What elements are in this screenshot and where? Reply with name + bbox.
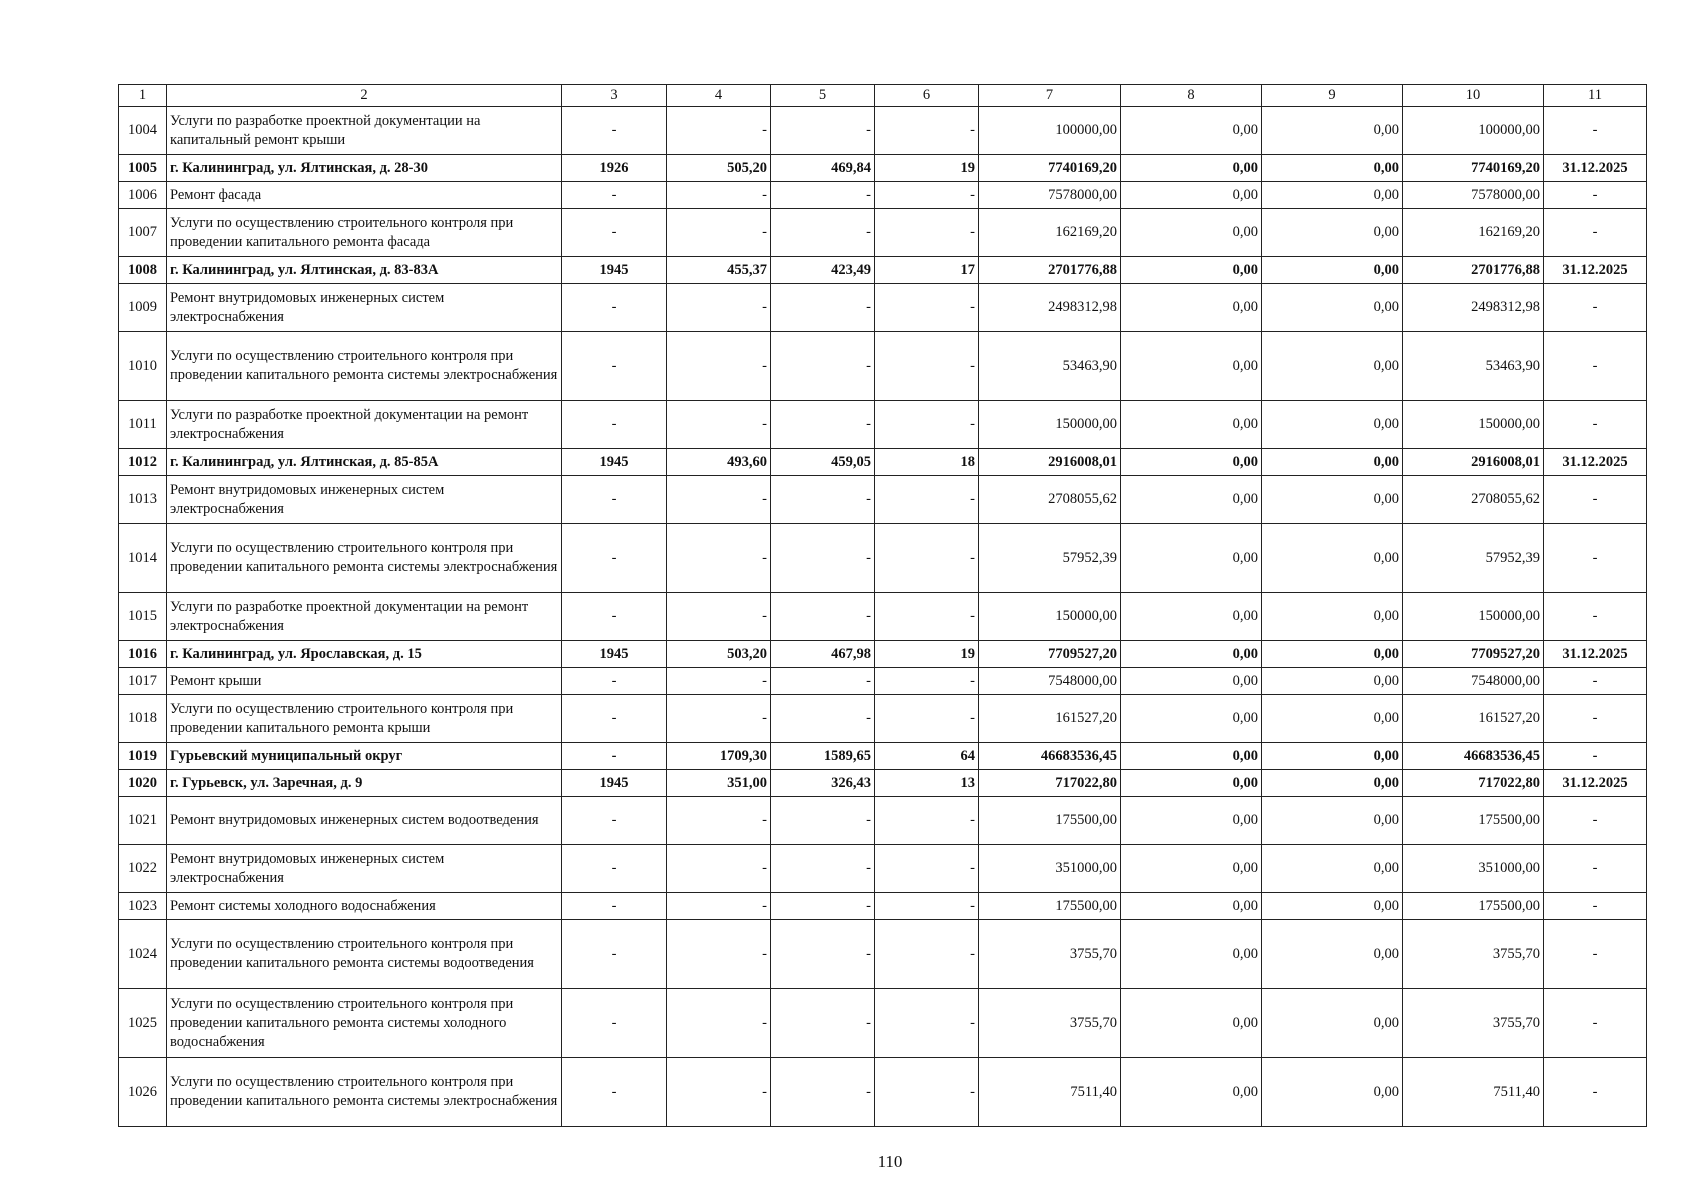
- year-cell: -: [562, 593, 667, 641]
- cost-fund-2-cell: 0,00: [1262, 920, 1403, 989]
- year-cell: -: [562, 797, 667, 845]
- completion-date-cell: -: [1544, 401, 1647, 449]
- row-number-cell: 1023: [119, 893, 167, 920]
- cost-fund-1-cell: 0,00: [1121, 449, 1262, 476]
- cost-fund-2-cell: 0,00: [1262, 332, 1403, 401]
- row-number-cell: 1012: [119, 449, 167, 476]
- table-row: [119, 524, 1647, 593]
- cost-total-cell: 7548000,00: [979, 668, 1121, 695]
- header-row: [119, 85, 1647, 107]
- area-total-cell: 1709,30: [667, 743, 771, 770]
- cost-fund-1-cell: 0,00: [1121, 770, 1262, 797]
- column-header-6: 6: [875, 85, 979, 107]
- completion-date-cell: -: [1544, 1058, 1647, 1127]
- area-total-cell: -: [667, 284, 771, 332]
- area-living-cell: -: [771, 989, 875, 1058]
- area-total-cell: -: [667, 695, 771, 743]
- year-cell: -: [562, 989, 667, 1058]
- year-cell: 1945: [562, 449, 667, 476]
- table-row: [119, 845, 1647, 893]
- table-row: [119, 893, 1647, 920]
- year-cell: -: [562, 182, 667, 209]
- completion-date-cell: 31.12.2025: [1544, 449, 1647, 476]
- row-number-cell: 1014: [119, 524, 167, 593]
- table-row: [119, 695, 1647, 743]
- cost-fund-1-cell: 0,00: [1121, 743, 1262, 770]
- cost-total-cell: 175500,00: [979, 893, 1121, 920]
- year-cell: -: [562, 695, 667, 743]
- area-living-cell: 423,49: [771, 257, 875, 284]
- item-name-cell: Услуги по разработке проектной документации на капитальный ремонт крыши: [167, 107, 562, 155]
- cost-owners-cell: 46683536,45: [1403, 743, 1544, 770]
- column-header-2: 2: [167, 85, 562, 107]
- area-total-cell: -: [667, 182, 771, 209]
- table-row: [119, 770, 1647, 797]
- area-living-cell: -: [771, 593, 875, 641]
- cost-fund-2-cell: 0,00: [1262, 476, 1403, 524]
- row-number-cell: 1021: [119, 797, 167, 845]
- cost-owners-cell: 3755,70: [1403, 989, 1544, 1058]
- table-row: [119, 182, 1647, 209]
- item-name-cell: Ремонт системы холодного водоснабжения: [167, 893, 562, 920]
- cost-fund-1-cell: 0,00: [1121, 797, 1262, 845]
- cost-owners-cell: 175500,00: [1403, 797, 1544, 845]
- cost-fund-1-cell: 0,00: [1121, 524, 1262, 593]
- residents-cell: 64: [875, 743, 979, 770]
- residents-cell: -: [875, 593, 979, 641]
- cost-total-cell: 7740169,20: [979, 155, 1121, 182]
- completion-date-cell: -: [1544, 107, 1647, 155]
- item-name-cell: Услуги по осуществлению строительного контроля при проведении капитального ремонта системы электроснабжения: [167, 1058, 562, 1127]
- cost-owners-cell: 2708055,62: [1403, 476, 1544, 524]
- area-living-cell: -: [771, 893, 875, 920]
- cost-fund-1-cell: 0,00: [1121, 401, 1262, 449]
- table-row: [119, 989, 1647, 1058]
- cost-fund-1-cell: 0,00: [1121, 155, 1262, 182]
- cost-owners-cell: 2498312,98: [1403, 284, 1544, 332]
- cost-total-cell: 351000,00: [979, 845, 1121, 893]
- budget-table: [118, 84, 1647, 1127]
- table-row: [119, 743, 1647, 770]
- cost-fund-2-cell: 0,00: [1262, 449, 1403, 476]
- residents-cell: -: [875, 209, 979, 257]
- cost-fund-1-cell: 0,00: [1121, 332, 1262, 401]
- area-total-cell: 493,60: [667, 449, 771, 476]
- cost-owners-cell: 7511,40: [1403, 1058, 1544, 1127]
- row-number-cell: 1026: [119, 1058, 167, 1127]
- residents-cell: -: [875, 476, 979, 524]
- item-name-cell: Гурьевский муниципальный округ: [167, 743, 562, 770]
- area-total-cell: -: [667, 524, 771, 593]
- area-living-cell: -: [771, 845, 875, 893]
- cost-fund-2-cell: 0,00: [1262, 695, 1403, 743]
- completion-date-cell: -: [1544, 893, 1647, 920]
- cost-owners-cell: 7578000,00: [1403, 182, 1544, 209]
- cost-fund-1-cell: 0,00: [1121, 695, 1262, 743]
- cost-total-cell: 3755,70: [979, 920, 1121, 989]
- area-living-cell: -: [771, 668, 875, 695]
- area-total-cell: -: [667, 668, 771, 695]
- cost-fund-2-cell: 0,00: [1262, 284, 1403, 332]
- table-row: [119, 257, 1647, 284]
- row-number-cell: 1008: [119, 257, 167, 284]
- table-row: [119, 449, 1647, 476]
- area-living-cell: -: [771, 332, 875, 401]
- area-total-cell: -: [667, 1058, 771, 1127]
- table-row: [119, 209, 1647, 257]
- residents-cell: -: [875, 524, 979, 593]
- item-name-cell: г. Калининград, ул. Ялтинская, д. 28-30: [167, 155, 562, 182]
- completion-date-cell: 31.12.2025: [1544, 155, 1647, 182]
- column-header-1: 1: [119, 85, 167, 107]
- completion-date-cell: -: [1544, 476, 1647, 524]
- year-cell: 1945: [562, 257, 667, 284]
- completion-date-cell: -: [1544, 695, 1647, 743]
- residents-cell: -: [875, 284, 979, 332]
- cost-owners-cell: 351000,00: [1403, 845, 1544, 893]
- cost-total-cell: 161527,20: [979, 695, 1121, 743]
- row-number-cell: 1010: [119, 332, 167, 401]
- area-total-cell: -: [667, 593, 771, 641]
- cost-total-cell: 150000,00: [979, 401, 1121, 449]
- completion-date-cell: -: [1544, 593, 1647, 641]
- completion-date-cell: -: [1544, 989, 1647, 1058]
- item-name-cell: Услуги по осуществлению строительного контроля при проведении капитального ремонта фасада: [167, 209, 562, 257]
- cost-fund-1-cell: 0,00: [1121, 257, 1262, 284]
- cost-total-cell: 162169,20: [979, 209, 1121, 257]
- area-living-cell: -: [771, 182, 875, 209]
- cost-total-cell: 7511,40: [979, 1058, 1121, 1127]
- area-total-cell: -: [667, 332, 771, 401]
- cost-owners-cell: 7548000,00: [1403, 668, 1544, 695]
- residents-cell: -: [875, 920, 979, 989]
- cost-owners-cell: 57952,39: [1403, 524, 1544, 593]
- cost-fund-1-cell: 0,00: [1121, 593, 1262, 641]
- item-name-cell: Услуги по осуществлению строительного контроля при проведении капитального ремонта системы водоотведения: [167, 920, 562, 989]
- row-number-cell: 1024: [119, 920, 167, 989]
- cost-total-cell: 2701776,88: [979, 257, 1121, 284]
- residents-cell: -: [875, 668, 979, 695]
- table-row: [119, 641, 1647, 668]
- item-name-cell: Услуги по осуществлению строительного контроля при проведении капитального ремонта системы электроснабжения: [167, 332, 562, 401]
- area-living-cell: -: [771, 797, 875, 845]
- cost-owners-cell: 2701776,88: [1403, 257, 1544, 284]
- cost-fund-2-cell: 0,00: [1262, 401, 1403, 449]
- completion-date-cell: -: [1544, 182, 1647, 209]
- completion-date-cell: 31.12.2025: [1544, 641, 1647, 668]
- column-header-3: 3: [562, 85, 667, 107]
- year-cell: -: [562, 284, 667, 332]
- cost-fund-2-cell: 0,00: [1262, 107, 1403, 155]
- area-living-cell: -: [771, 401, 875, 449]
- column-header-8: 8: [1121, 85, 1262, 107]
- table-row: [119, 1058, 1647, 1127]
- residents-cell: -: [875, 401, 979, 449]
- area-total-cell: -: [667, 893, 771, 920]
- area-living-cell: -: [771, 1058, 875, 1127]
- cost-fund-1-cell: 0,00: [1121, 209, 1262, 257]
- completion-date-cell: -: [1544, 284, 1647, 332]
- cost-fund-1-cell: 0,00: [1121, 284, 1262, 332]
- residents-cell: -: [875, 1058, 979, 1127]
- residents-cell: -: [875, 695, 979, 743]
- table-row: [119, 668, 1647, 695]
- area-total-cell: -: [667, 107, 771, 155]
- area-living-cell: -: [771, 107, 875, 155]
- area-total-cell: -: [667, 797, 771, 845]
- column-header-11: 11: [1544, 85, 1647, 107]
- cost-fund-2-cell: 0,00: [1262, 155, 1403, 182]
- area-total-cell: 351,00: [667, 770, 771, 797]
- year-cell: -: [562, 332, 667, 401]
- cost-total-cell: 2916008,01: [979, 449, 1121, 476]
- table-row: [119, 401, 1647, 449]
- year-cell: -: [562, 401, 667, 449]
- year-cell: -: [562, 209, 667, 257]
- item-name-cell: Ремонт крыши: [167, 668, 562, 695]
- cost-fund-1-cell: 0,00: [1121, 641, 1262, 668]
- cost-owners-cell: 717022,80: [1403, 770, 1544, 797]
- column-header-5: 5: [771, 85, 875, 107]
- page-number: 110: [877, 1152, 903, 1171]
- cost-total-cell: 3755,70: [979, 989, 1121, 1058]
- cost-fund-1-cell: 0,00: [1121, 845, 1262, 893]
- cost-owners-cell: 150000,00: [1403, 401, 1544, 449]
- cost-owners-cell: 100000,00: [1403, 107, 1544, 155]
- cost-owners-cell: 150000,00: [1403, 593, 1544, 641]
- cost-total-cell: 175500,00: [979, 797, 1121, 845]
- cost-total-cell: 7578000,00: [979, 182, 1121, 209]
- area-living-cell: -: [771, 695, 875, 743]
- item-name-cell: Ремонт внутридомовых инженерных систем электроснабжения: [167, 284, 562, 332]
- year-cell: -: [562, 524, 667, 593]
- area-living-cell: -: [771, 524, 875, 593]
- cost-total-cell: 2708055,62: [979, 476, 1121, 524]
- table-row: [119, 476, 1647, 524]
- residents-cell: 17: [875, 257, 979, 284]
- year-cell: -: [562, 1058, 667, 1127]
- row-number-cell: 1011: [119, 401, 167, 449]
- cost-fund-2-cell: 0,00: [1262, 770, 1403, 797]
- cost-fund-2-cell: 0,00: [1262, 743, 1403, 770]
- cost-fund-2-cell: 0,00: [1262, 257, 1403, 284]
- cost-fund-1-cell: 0,00: [1121, 476, 1262, 524]
- year-cell: 1945: [562, 641, 667, 668]
- year-cell: 1926: [562, 155, 667, 182]
- residents-cell: 18: [875, 449, 979, 476]
- row-number-cell: 1013: [119, 476, 167, 524]
- year-cell: -: [562, 920, 667, 989]
- area-total-cell: -: [667, 209, 771, 257]
- cost-owners-cell: 162169,20: [1403, 209, 1544, 257]
- cost-total-cell: 717022,80: [979, 770, 1121, 797]
- area-living-cell: 467,98: [771, 641, 875, 668]
- row-number-cell: 1025: [119, 989, 167, 1058]
- column-header-10: 10: [1403, 85, 1544, 107]
- completion-date-cell: 31.12.2025: [1544, 257, 1647, 284]
- residents-cell: 19: [875, 641, 979, 668]
- cost-fund-1-cell: 0,00: [1121, 989, 1262, 1058]
- row-number-cell: 1020: [119, 770, 167, 797]
- table-row: [119, 920, 1647, 989]
- column-header-4: 4: [667, 85, 771, 107]
- residents-cell: -: [875, 797, 979, 845]
- area-living-cell: 1589,65: [771, 743, 875, 770]
- area-living-cell: -: [771, 476, 875, 524]
- item-name-cell: Ремонт внутридомовых инженерных систем электроснабжения: [167, 845, 562, 893]
- table-row: [119, 284, 1647, 332]
- item-name-cell: Ремонт внутридомовых инженерных систем электроснабжения: [167, 476, 562, 524]
- row-number-cell: 1019: [119, 743, 167, 770]
- cost-fund-2-cell: 0,00: [1262, 893, 1403, 920]
- area-living-cell: -: [771, 284, 875, 332]
- cost-owners-cell: 7709527,20: [1403, 641, 1544, 668]
- item-name-cell: Услуги по разработке проектной документации на ремонт электроснабжения: [167, 401, 562, 449]
- residents-cell: -: [875, 332, 979, 401]
- area-living-cell: 459,05: [771, 449, 875, 476]
- residents-cell: -: [875, 107, 979, 155]
- cost-owners-cell: 161527,20: [1403, 695, 1544, 743]
- cost-owners-cell: 53463,90: [1403, 332, 1544, 401]
- residents-cell: 13: [875, 770, 979, 797]
- row-number-cell: 1016: [119, 641, 167, 668]
- table-row: [119, 332, 1647, 401]
- row-number-cell: 1007: [119, 209, 167, 257]
- item-name-cell: Услуги по разработке проектной документации на ремонт электроснабжения: [167, 593, 562, 641]
- year-cell: -: [562, 476, 667, 524]
- cost-total-cell: 7709527,20: [979, 641, 1121, 668]
- cost-fund-2-cell: 0,00: [1262, 668, 1403, 695]
- year-cell: -: [562, 893, 667, 920]
- item-name-cell: Услуги по осуществлению строительного контроля при проведении капитального ремонта системы электроснабжения: [167, 524, 562, 593]
- residents-cell: -: [875, 845, 979, 893]
- item-name-cell: Ремонт фасада: [167, 182, 562, 209]
- table-row: [119, 593, 1647, 641]
- cost-fund-2-cell: 0,00: [1262, 989, 1403, 1058]
- item-name-cell: Ремонт внутридомовых инженерных систем водоотведения: [167, 797, 562, 845]
- area-total-cell: -: [667, 845, 771, 893]
- completion-date-cell: -: [1544, 332, 1647, 401]
- cost-fund-2-cell: 0,00: [1262, 1058, 1403, 1127]
- cost-fund-2-cell: 0,00: [1262, 182, 1403, 209]
- cost-fund-1-cell: 0,00: [1121, 107, 1262, 155]
- cost-owners-cell: 3755,70: [1403, 920, 1544, 989]
- cost-fund-1-cell: 0,00: [1121, 182, 1262, 209]
- row-number-cell: 1018: [119, 695, 167, 743]
- item-name-cell: г. Калининград, ул. Ялтинская, д. 85-85А: [167, 449, 562, 476]
- year-cell: 1945: [562, 770, 667, 797]
- completion-date-cell: 31.12.2025: [1544, 770, 1647, 797]
- row-number-cell: 1005: [119, 155, 167, 182]
- area-living-cell: 326,43: [771, 770, 875, 797]
- table-row: [119, 107, 1647, 155]
- table-body: [119, 107, 1647, 1127]
- area-total-cell: 503,20: [667, 641, 771, 668]
- year-cell: -: [562, 668, 667, 695]
- completion-date-cell: -: [1544, 797, 1647, 845]
- cost-fund-2-cell: 0,00: [1262, 797, 1403, 845]
- completion-date-cell: -: [1544, 524, 1647, 593]
- cost-fund-2-cell: 0,00: [1262, 845, 1403, 893]
- area-total-cell: -: [667, 989, 771, 1058]
- table-row: [119, 155, 1647, 182]
- item-name-cell: Услуги по осуществлению строительного контроля при проведении капитального ремонта крыши: [167, 695, 562, 743]
- row-number-cell: 1004: [119, 107, 167, 155]
- cost-owners-cell: 2916008,01: [1403, 449, 1544, 476]
- residents-cell: -: [875, 182, 979, 209]
- area-living-cell: -: [771, 920, 875, 989]
- item-name-cell: г. Калининград, ул. Ялтинская, д. 83-83А: [167, 257, 562, 284]
- item-name-cell: г. Гурьевск, ул. Заречная, д. 9: [167, 770, 562, 797]
- year-cell: -: [562, 845, 667, 893]
- year-cell: -: [562, 743, 667, 770]
- cost-fund-1-cell: 0,00: [1121, 1058, 1262, 1127]
- item-name-cell: г. Калининград, ул. Ярославская, д. 15: [167, 641, 562, 668]
- area-total-cell: -: [667, 476, 771, 524]
- area-living-cell: 469,84: [771, 155, 875, 182]
- cost-total-cell: 53463,90: [979, 332, 1121, 401]
- item-name-cell: Услуги по осуществлению строительного контроля при проведении капитального ремонта системы холодного водоснабжения: [167, 989, 562, 1058]
- cost-total-cell: 57952,39: [979, 524, 1121, 593]
- cost-fund-1-cell: 0,00: [1121, 668, 1262, 695]
- row-number-cell: 1006: [119, 182, 167, 209]
- completion-date-cell: -: [1544, 668, 1647, 695]
- cost-owners-cell: 175500,00: [1403, 893, 1544, 920]
- cost-fund-2-cell: 0,00: [1262, 209, 1403, 257]
- row-number-cell: 1015: [119, 593, 167, 641]
- cost-owners-cell: 7740169,20: [1403, 155, 1544, 182]
- residents-cell: -: [875, 893, 979, 920]
- cost-fund-2-cell: 0,00: [1262, 641, 1403, 668]
- column-header-9: 9: [1262, 85, 1403, 107]
- column-header-7: 7: [979, 85, 1121, 107]
- table-row: [119, 797, 1647, 845]
- cost-fund-1-cell: 0,00: [1121, 920, 1262, 989]
- cost-total-cell: 46683536,45: [979, 743, 1121, 770]
- completion-date-cell: -: [1544, 920, 1647, 989]
- area-living-cell: -: [771, 209, 875, 257]
- cost-fund-2-cell: 0,00: [1262, 593, 1403, 641]
- cost-total-cell: 100000,00: [979, 107, 1121, 155]
- area-total-cell: -: [667, 920, 771, 989]
- cost-fund-2-cell: 0,00: [1262, 524, 1403, 593]
- residents-cell: -: [875, 989, 979, 1058]
- completion-date-cell: -: [1544, 209, 1647, 257]
- residents-cell: 19: [875, 155, 979, 182]
- row-number-cell: 1022: [119, 845, 167, 893]
- cost-total-cell: 2498312,98: [979, 284, 1121, 332]
- area-total-cell: 455,37: [667, 257, 771, 284]
- completion-date-cell: -: [1544, 845, 1647, 893]
- area-total-cell: 505,20: [667, 155, 771, 182]
- row-number-cell: 1017: [119, 668, 167, 695]
- year-cell: -: [562, 107, 667, 155]
- completion-date-cell: -: [1544, 743, 1647, 770]
- row-number-cell: 1009: [119, 284, 167, 332]
- area-total-cell: -: [667, 401, 771, 449]
- cost-total-cell: 150000,00: [979, 593, 1121, 641]
- cost-fund-1-cell: 0,00: [1121, 893, 1262, 920]
